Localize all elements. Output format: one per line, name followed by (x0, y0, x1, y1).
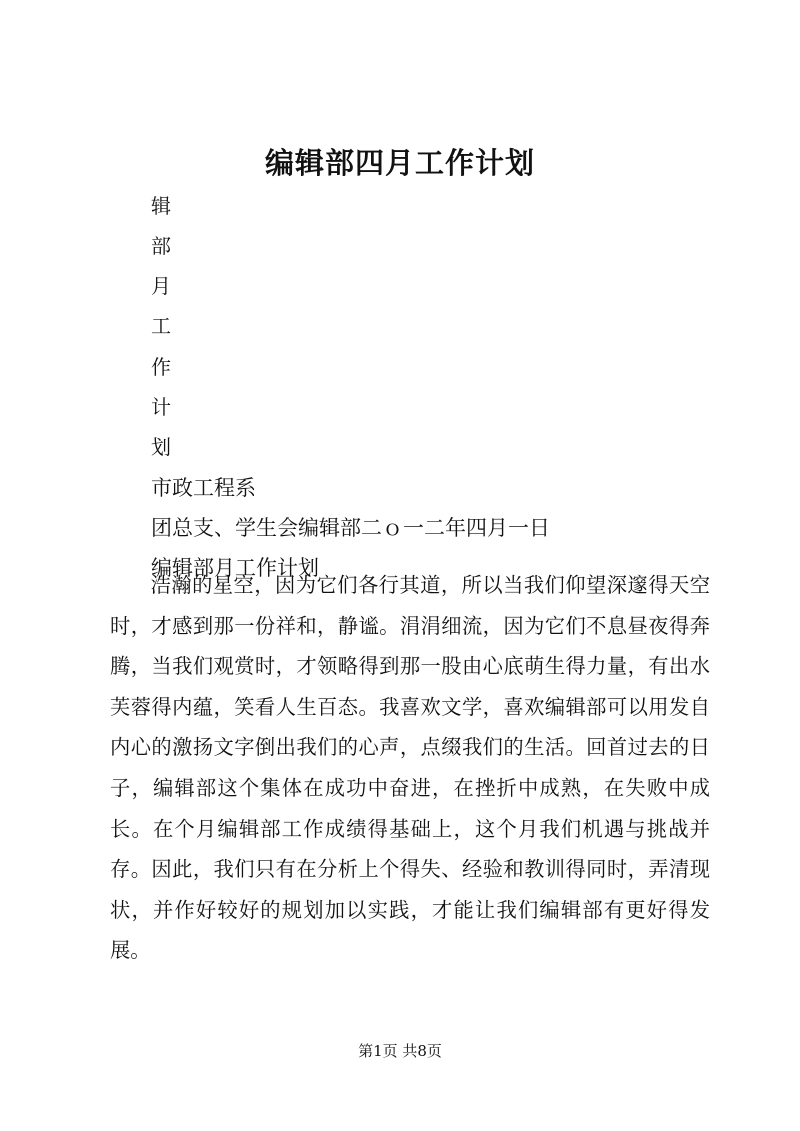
document-subtitle: 编辑部月工作计划 (151, 556, 319, 580)
document-title: 编辑部四月工作计划 (264, 146, 535, 180)
vertical-char: 月 (151, 274, 171, 298)
vertical-char: 部 (151, 234, 171, 258)
vertical-char: 辑 (151, 194, 171, 218)
vertical-char: 作 (151, 355, 171, 379)
body-paragraph: 浩瀚的星空，因为它们各行其道，所以当我们仰望深邃得天空时，才感到那一份祥和，静谧。涓涓细流，因为它们不息昼夜得奔腾，当我们观赏时，才领略得到那一股由心底萌生得力量，有出水芙蓉得内蕴，笑看人生百态。我喜欢文学，喜欢编辑部可以用发自内心的激扬文字倒出我们的心声，点缀我们的生活。回首过去的日子，编辑部这个集体在成功中奋进，在挫折中成熟，在失败中成长。在个月编辑部工作成绩得基础上，这个月我们机遇与挑战并存。因此，我们只有在分析上个得失、经验和教训得同时，弄清现状，并作好较好的规划加以实践，才能让我们编辑部有更好得发展。 (110, 573, 710, 963)
organization-date-line: 团总支、学生会编辑部二ｏ一二年四月一日 (151, 516, 550, 540)
department-line: 市政工程系 (151, 476, 256, 500)
vertical-char: 工 (151, 314, 171, 338)
page-footer: 第1页 共8页 (358, 1042, 442, 1060)
vertical-char: 划 (151, 435, 171, 459)
vertical-char: 计 (151, 395, 171, 419)
